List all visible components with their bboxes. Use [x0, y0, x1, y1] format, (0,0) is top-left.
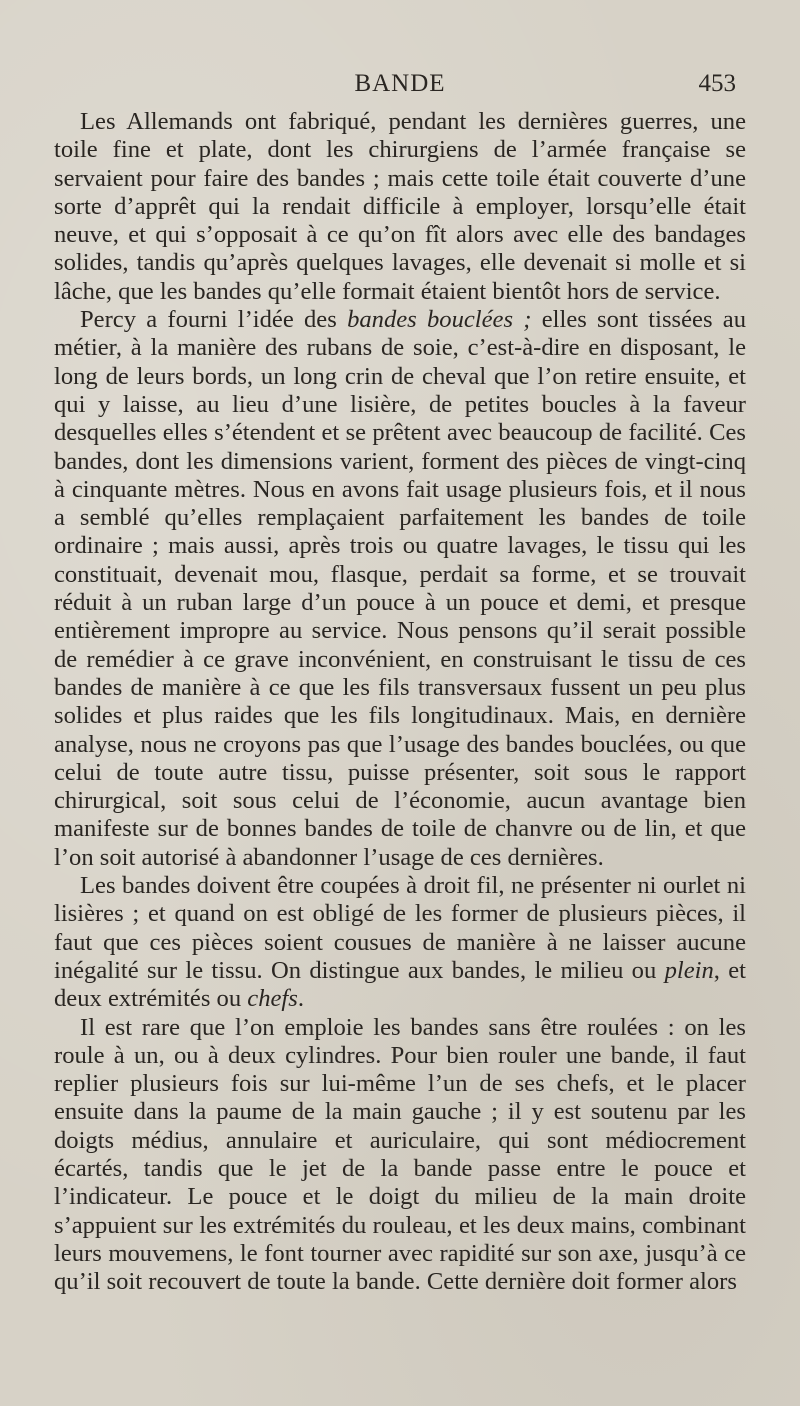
- body-text: [54, 108, 746, 1296]
- paragraph-1: [54, 108, 746, 306]
- paragraph-2-text-a: Percy a fourni l’idée des: [80, 306, 348, 334]
- paragraph-3-text-c: .: [297, 985, 304, 1013]
- paragraph-3: [54, 872, 746, 1013]
- running-head: [54, 70, 746, 104]
- page-number: 453: [698, 70, 736, 97]
- italic-term-bandes-bouclees: bandes bouclées ;: [347, 306, 532, 334]
- italic-term-plein: plein: [664, 956, 714, 984]
- paragraph-2: [54, 306, 746, 872]
- italic-term-chefs: chefs: [247, 985, 298, 1013]
- paragraph-4-text: Il est rare que l’on emploie les bandes sans être roulées : on les roule à un, ou à deux cylindres. Pour bien rouler une bande, il faut replier plusieurs fois sur lui-même l’un de ses chefs, et le placer ensuite dans la paume de la main gauche ; il y est soutenu par les doigts médius, annulaire et auriculaire, qui sont médiocrement écartés, tandis que le jet de la bande passe entre le pouce et l’indicateur. Le pouce et le doigt du milieu de la main droite s’appuient sur les extrémités du rouleau, et les deux mains, combinant leurs mouvemens, le font tourner avec rapidité sur son axe, jusqu’à ce qu’il soit recouvert de toute la bande. Cette dernière doit former alors: [54, 1013, 746, 1296]
- paragraph-2-text-b: elles sont tissées au métier, à la manière des rubans de soie, c’est-à-dire en disposant, le long de leurs bords, un long crin de cheval que l’on retire ensuite, et qui y laisse, au lieu d’une lisière, de petites boucles à la faveur desquelles elles s’étendent et se prêtent avec beaucoup de facilité. Ces bandes, dont les dimensions varient, forment des pièces de vingt-cinq à cinquante mètres. Nous en avons fait usage plusieurs fois, et il nous a semblé qu’elles remplaçaient parfaitement les bandes de toile ordinaire ; mais aussi, après trois ou quatre lavages, le tissu qui les constituait, devenait mou, flasque, perdait sa forme, et se trouvait réduit à un ruban large d’un pouce à un pouce et demi, et presque entièrement impropre au service. Nous pensons qu’il serait possible de remédier à ce grave inconvénient, en construisant le tissu de ces bandes de manière à ce que les fils transversaux fussent un peu plus solides et plus raides que les fils longitudinaux. Mais, en dernière analyse, nous ne croyons pas que l’usage des bandes bouclées, ou que celui de toute autre tissu, puisse présenter, soit sous le rapport chirurgical, soit sous celui de l’économie, aucun avantage bien manifeste sur de bonnes bandes de toile de chanvre ou de lin, et que l’on soit autorisé à abandonner l’usage de ces dernières.: [54, 306, 746, 871]
- paragraph-1-text: Les Allemands ont fabriqué, pendant les dernières guerres, une toile fine et plate, dont les chirurgiens de l’armée française se servaient pour faire des bandes ; mais cette toile était couverte d’une sorte d’apprêt qui la rendait difficile à employer, lorsqu’elle était neuve, et qui s’opposait à ce qu’on fît alors avec elle des bandages solides, tandis qu’après quelques lavages, elle devenait si molle et si lâche, que les bandes qu’elle formait étaient bientôt hors de service.: [54, 108, 746, 305]
- paragraph-3-text-a: Les bandes doivent être coupées à droit fil, ne présenter ni ourlet ni lisières ; et quand on est obligé de les former de plusieurs pièces, il faut que ces pièces soient cousues de manière à ne laisser aucune inégalité sur le tissu. On distingue aux bandes, le milieu ou: [54, 872, 746, 984]
- paragraph-4: [54, 1014, 746, 1297]
- running-title: BANDE: [354, 70, 446, 97]
- paragraph-3-text-b: , et deux extrémités ou: [54, 956, 746, 1013]
